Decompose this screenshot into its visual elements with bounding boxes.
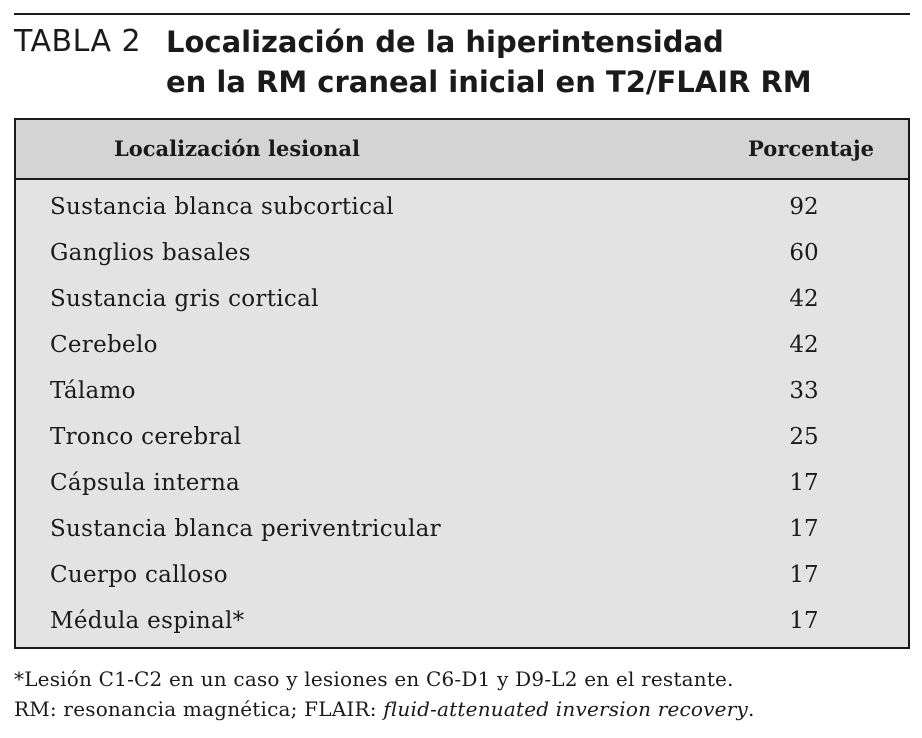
table-header-row [16,120,908,180]
cell-location: Médula espinal* [50,608,245,634]
cell-percentage: 17 [789,470,819,496]
column-header-location: Localización lesional [114,136,361,161]
footnote-abbrev-italic: fluid-attenuated inversion recovery [383,697,748,721]
table-row [16,278,908,324]
cell-percentage: 60 [789,240,819,266]
table-title-line-2: en la RM craneal inicial en T2/FLAIR RM [166,65,812,99]
table-row [16,186,908,232]
cell-percentage: 42 [789,286,819,312]
cell-percentage: 17 [789,562,819,588]
table-title-line-1: Localización de la hiperintensidad [166,25,724,59]
cell-location: Sustancia gris cortical [50,286,319,312]
cell-location: Tálamo [50,378,136,404]
data-table [14,118,910,649]
footnote-lesion: *Lesión C1-C2 en un caso y lesiones en C6-D1 y D9-L2 en el restante. [14,667,734,691]
cell-location: Cuerpo calloso [50,562,228,588]
cell-location: Sustancia blanca periventricular [50,516,441,542]
table-row [16,324,908,370]
cell-percentage: 17 [789,608,819,634]
cell-location: Sustancia blanca subcortical [50,194,394,220]
table-body [16,186,908,646]
cell-percentage: 33 [789,378,819,404]
table-row [16,554,908,600]
table-row [16,416,908,462]
column-header-percentage: Porcentaje [748,136,874,161]
table-row [16,232,908,278]
cell-location: Cápsula interna [50,470,241,496]
footnote-abbrev-suffix: . [747,697,755,721]
table-number-label: TABLA 2 [14,24,142,59]
cell-percentage: 92 [789,194,819,220]
cell-percentage: 17 [789,516,819,542]
table-row [16,508,908,554]
table-title [166,22,906,102]
footnote-abbreviations [14,694,910,724]
table-footnotes [14,664,910,724]
cell-location: Cerebelo [50,332,158,358]
table-row [16,462,908,508]
top-rule [14,13,910,15]
footnote-abbrev-prefix: RM: resonancia magnética; FLAIR: [14,697,384,721]
cell-percentage: 42 [789,332,819,358]
table-row [16,600,908,646]
cell-percentage: 25 [789,424,819,450]
cell-location: Tronco cerebral [50,424,242,450]
cell-location: Ganglios basales [50,240,251,266]
table-row [16,370,908,416]
